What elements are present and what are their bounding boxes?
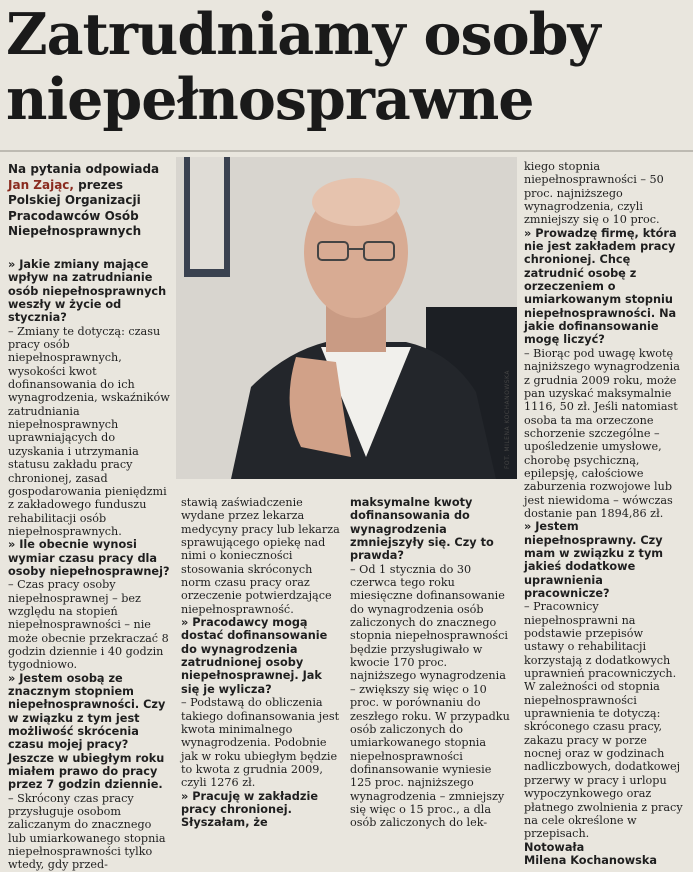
question: » Jestem niepełnosprawny. Czy mam w związku z tym jakieś dodatkowe uprawnienia pracownicze? [524,520,664,600]
column-1 [8,258,172,872]
answer: – Pracownicy niepełnosprawni na podstawie przepisów ustawy o rehabilitacji korzystają z dodatkowych uprawnień pracowniczych. W zależności od stopnia niepełnosprawności uprawnienia te dotyczą: skróconego czasu pracy, zakazu pracy w porze nocnej oraz w godzinach nadliczbowych, dodatkowej przerwy w pracy i urlopu wypoczynkowego oraz płatnego zwolnienia z pracy na cele określone w przepisach. [524,600,683,841]
headline-line-2: niepełnosprawne [6,66,534,133]
question: » Pracodawcy mogą dostać dofinansowanie do wynagrodzenia zatrudnionej osoby niepełnosprawnej. Jak się je wylicza? [181,616,328,696]
answer: – Biorąc pod uwagę kwotę najniższego wynagrodzenia z grudnia 2009 roku, może pan uzyskać maksymalnie 1116, 50 zł. Jeśli natomiast osoba ta ma orzeczone schorzenie szczególne – upośledzenie umysłowe, chorobę psychiczną, epilepsję, całościowe zaburzenia rozwojowe lub jest niewidoma – wówczas dostanie pan 1894,86 zł. [524,346,680,520]
portrait-illustration [176,157,517,479]
question: maksymalne kwoty dofinansowania do wynagrodzenia zmniejszyły się. Czy to prawda? [350,496,494,563]
answer: – Od 1 stycznia do 30 czerwca tego roku miesięczne dofinansowanie do wynagrodzenia osób zaliczonych do znacznego stopnia niepełnosprawności będzie przysługiwało w kwocie 170 proc. najniższego wynagrodzenia – zwiększy się więc o 10 proc. w porównaniu do zeszłego roku. W przypadku osób zaliczonych do umiarkowanego stopnia niepełnosprawności dofinansowanie wyniesie 125 proc. najniższego wynagrodzenia – zmniejszy się więc o 15 proc., a dla osób zaliczonych do lek- [350,562,510,830]
column-3 [350,496,514,830]
headline-line-1: Zatrudniamy osoby [6,1,600,68]
question: » Jakie zmiany mające wpływ na zatrudnianie osób niepełnosprawnych weszły w życie od stycznia? [8,258,167,325]
portrait-photo [176,157,517,479]
answer: – Podstawą do obliczenia takiego dofinansowania jest kwota minimalnego wynagrodzenia. Podobnie jak w roku ubiegłym będzie to kwota z grudnia 2009, czyli 1276 zł. [181,696,340,790]
byline-label: Notowała [524,840,585,854]
intro-prefix: Na pytania odpowiada [8,162,160,176]
question: » Pracuję w zakładzie pracy chronionej. Słyszałam, że [181,789,319,830]
byline-name: Milena Kochanowska [524,853,658,867]
question: » Prowadzę firmę, która nie jest zakładem pracy chronionej. Chcę zatrudnić osobę z orzeczeniem o umiarkowanym stopniu niepełnosprawności. Na jakie dofinansowanie mogę liczyć? [524,226,677,347]
answer: – Zmiany te dotyczą: czasu pracy osób niepełnosprawnych, wysokości kwot dofinansowania do ich wynagrodzenia, wskaźników zatrudniania niepełnosprawnych uprawniających do uzyskania i utrzymania statusu zakładu pracy chronionej, zasad gospodarowania pieniędzmi z zakładowego funduszu rehabilitacji osób niepełnosprawnych. [8,324,170,538]
answer: stawią zaświadczenie wydane przez lekarza medycyny pracy lub lekarza sprawującego opiekę nad nimi o konieczności stosowania skróconych norm czasu pracy oraz orzeczenie potwierdzające niepełnosprawność. [181,496,340,616]
byline [524,841,686,868]
answer: – Skrócony czas pracy przysługuje osobom zaliczanym do znacznego lub umiarkowanego stopnia niepełnosprawności tylko wtedy, gdy przed- [8,791,166,872]
column-2 [181,496,341,830]
intro-box [8,162,176,240]
answer: kiego stopnia niepełnosprawności – 50 proc. najniższego wynagrodzenia, czyli zmniejszy się o 10 proc. [524,160,664,227]
question: » Jestem osobą ze znacznym stopniem niepełnosprawności. Czy w związku z tym jest możliwość skrócenia czasu mojej pracy? Jeszcze w ubiegłym roku miałem prawo do pracy przez 7 godzin dziennie. [8,671,166,792]
interviewee-name: Jan Zając, [8,177,74,192]
answer: – Czas pracy osoby niepełnosprawnej – bez względu na stopień niepełnosprawności – nie może obecnie przekraczać 8 godzin dziennie i 40 godzin tygodniowo. [8,578,169,672]
intro-rest: prezes Polskiej Organizacji Pracodawców Osób Niepełnosprawnych [8,177,142,238]
question: » Ile obecnie wynosi wymiar czasu pracy dla osoby niepełnosprawnej? [8,538,170,578]
column-4 [524,160,686,867]
photo-credit: FOT. MILENA KOCHANOWSKA [504,369,511,469]
headline [6,2,686,132]
divider [0,150,693,152]
